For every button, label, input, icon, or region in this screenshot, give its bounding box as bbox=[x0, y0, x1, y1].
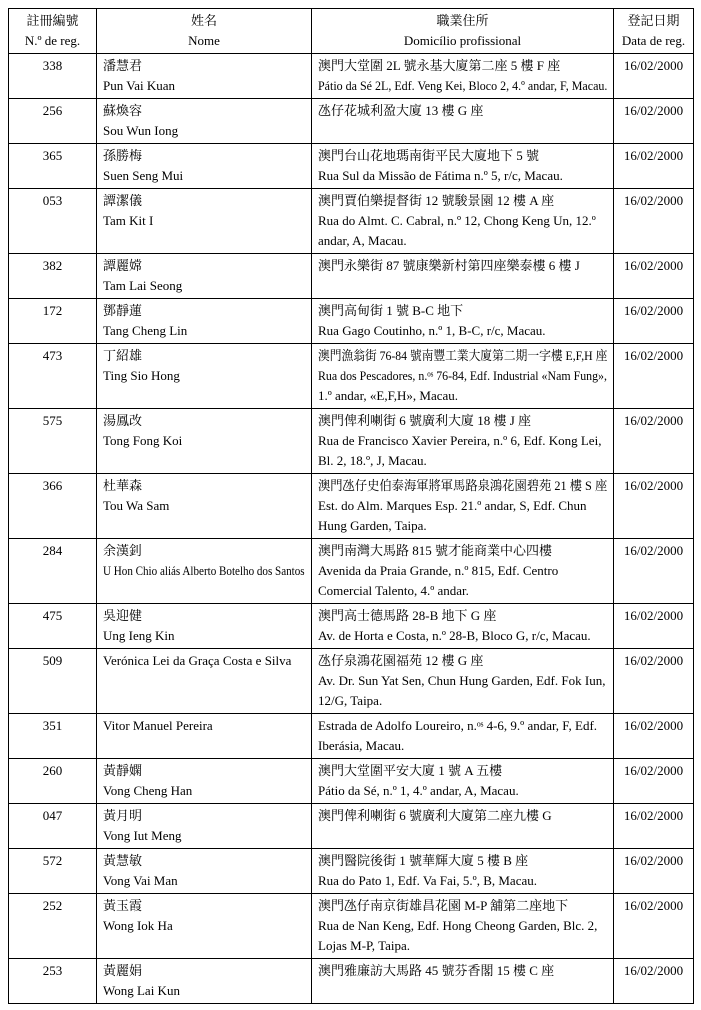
address-pt-line: Rua do Pato 1, Edf. Va Fai, 5.º, B, Macau. bbox=[318, 873, 537, 888]
table-row bbox=[9, 344, 694, 409]
name-pt: Vong Vai Man bbox=[103, 873, 178, 888]
reg-number-cell bbox=[9, 54, 97, 99]
address-pt-line: Comercial Talento, 4.º andar. bbox=[318, 583, 469, 598]
address-pt-line: Hung Garden, Taipa. bbox=[318, 518, 427, 533]
column-header-address bbox=[312, 9, 614, 54]
reg-date: 16/02/2000 bbox=[623, 543, 684, 558]
reg-number-cell bbox=[9, 759, 97, 804]
name-pt: Tou Wa Sam bbox=[103, 498, 170, 513]
name-cell bbox=[97, 604, 312, 649]
reg-date: 16/02/2000 bbox=[623, 413, 684, 428]
address-cell bbox=[312, 849, 614, 894]
reg-number: 351 bbox=[42, 718, 63, 733]
table-row bbox=[9, 99, 694, 144]
reg-number: 047 bbox=[42, 808, 63, 823]
reg-number: 252 bbox=[42, 898, 63, 913]
column-header-date-zh: 登記日期 bbox=[627, 13, 680, 28]
address-cell bbox=[312, 539, 614, 604]
address-pt-line: Rua do Almt. C. Cabral, n.º 12, Chong Keng Un, 12.º bbox=[318, 213, 596, 228]
name-zh: 黃靜嫻 bbox=[103, 763, 143, 778]
column-header-address-pt: Domicílio profissional bbox=[403, 33, 522, 48]
reg-number-cell bbox=[9, 189, 97, 254]
reg-number-cell bbox=[9, 604, 97, 649]
address-zh: 澳門大堂圍平安大廈 1 號 A 五樓 bbox=[318, 763, 503, 778]
reg-date-cell bbox=[614, 409, 694, 474]
address-cell bbox=[312, 254, 614, 299]
reg-date: 16/02/2000 bbox=[623, 653, 684, 668]
column-header-reg-pt: N.º de reg. bbox=[24, 33, 81, 48]
address-zh: 澳門台山花地瑪南街平民大廈地下 5 號 bbox=[318, 148, 540, 163]
address-zh: 澳門俾利喇街 6 號廣利大廈 18 樓 J 座 bbox=[318, 413, 532, 428]
address-zh: 氹仔花城利盈大廈 13 樓 G 座 bbox=[318, 103, 484, 118]
name-pt: Vitor Manuel Pereira bbox=[103, 718, 213, 733]
reg-date-cell bbox=[614, 894, 694, 959]
address-pt-line: Rua de Nan Keng, Edf. Hong Cheong Garden, Blc. 2, bbox=[318, 918, 598, 933]
address-cell bbox=[312, 604, 614, 649]
reg-date: 16/02/2000 bbox=[623, 478, 684, 493]
name-pt: Verónica Lei da Graça Costa e Silva bbox=[103, 653, 292, 668]
column-header-date bbox=[614, 9, 694, 54]
name-cell bbox=[97, 649, 312, 714]
name-cell bbox=[97, 189, 312, 254]
table-row bbox=[9, 804, 694, 849]
address-cell bbox=[312, 344, 614, 409]
reg-number: 256 bbox=[42, 103, 63, 118]
reg-date: 16/02/2000 bbox=[623, 898, 684, 913]
address-pt-line: Lojas M-P, Taipa. bbox=[318, 938, 411, 953]
reg-date: 16/02/2000 bbox=[623, 258, 684, 273]
name-zh: 蘇煥容 bbox=[103, 103, 143, 118]
reg-number-cell bbox=[9, 409, 97, 474]
table-row bbox=[9, 539, 694, 604]
address-zh: 澳門醫院後街 1 號華輝大廈 5 樓 B 座 bbox=[318, 853, 529, 868]
table-row bbox=[9, 604, 694, 649]
name-zh: 吳迎健 bbox=[103, 608, 143, 623]
address-cell bbox=[312, 759, 614, 804]
table-row bbox=[9, 474, 694, 539]
table-row bbox=[9, 409, 694, 474]
address-cell bbox=[312, 409, 614, 474]
reg-number-cell bbox=[9, 539, 97, 604]
reg-number: 365 bbox=[42, 148, 63, 163]
table-row bbox=[9, 299, 694, 344]
reg-number-cell bbox=[9, 894, 97, 959]
reg-date-cell bbox=[614, 99, 694, 144]
address-zh: 澳門高士德馬路 28-B 地下 G 座 bbox=[318, 608, 497, 623]
address-pt-line: 1.º andar, «E,F,H», Macau. bbox=[318, 388, 459, 403]
reg-number-cell bbox=[9, 299, 97, 344]
address-zh: 澳門大堂圍 2L 號永基大廈第二座 5 樓 F 座 bbox=[318, 58, 561, 73]
name-zh: 譚潔儀 bbox=[103, 193, 143, 208]
reg-date: 16/02/2000 bbox=[623, 853, 684, 868]
address-zh: 澳門氹仔南京街雄昌花園 M-P 舖第二座地下 bbox=[318, 898, 569, 913]
address-pt-line: Iberásia, Macau. bbox=[318, 738, 405, 753]
reg-number: 475 bbox=[42, 608, 63, 623]
table-row bbox=[9, 649, 694, 714]
address-pt-line: Av. Dr. Sun Yat Sen, Chun Hung Garden, Edf. Fok Iun, bbox=[318, 673, 606, 688]
reg-number: 260 bbox=[42, 763, 63, 778]
reg-number: 053 bbox=[42, 193, 63, 208]
reg-number-cell bbox=[9, 254, 97, 299]
address-pt-line: Pátio da Sé 2L, Edf. Veng Kei, Bloco 2, 4.º andar, F, Macau. bbox=[318, 78, 608, 93]
table-row bbox=[9, 959, 694, 1004]
address-pt-line: Rua Gago Coutinho, n.º 1, B-C, r/c, Macau. bbox=[318, 323, 546, 338]
reg-date-cell bbox=[614, 254, 694, 299]
name-cell bbox=[97, 254, 312, 299]
reg-number: 172 bbox=[42, 303, 63, 318]
reg-date-cell bbox=[614, 649, 694, 714]
name-cell bbox=[97, 409, 312, 474]
reg-date-cell bbox=[614, 144, 694, 189]
reg-date: 16/02/2000 bbox=[623, 808, 684, 823]
name-cell bbox=[97, 714, 312, 759]
name-zh: 黃慧敏 bbox=[103, 853, 143, 868]
name-zh: 孫勝梅 bbox=[103, 148, 143, 163]
table-row bbox=[9, 189, 694, 254]
reg-number: 284 bbox=[42, 543, 63, 558]
reg-number-cell bbox=[9, 144, 97, 189]
name-zh: 黃麗娟 bbox=[103, 963, 143, 978]
table-row bbox=[9, 714, 694, 759]
registry-table bbox=[8, 8, 694, 1004]
reg-date: 16/02/2000 bbox=[623, 763, 684, 778]
column-header-address-zh: 職業住所 bbox=[436, 13, 489, 28]
name-pt: Tang Cheng Lin bbox=[103, 323, 188, 338]
reg-date-cell bbox=[614, 714, 694, 759]
reg-date-cell bbox=[614, 849, 694, 894]
address-pt-line: Estrada de Adolfo Loureiro, n.ᵒˢ 4-6, 9.º andar, F, Edf. bbox=[318, 718, 598, 733]
table-row bbox=[9, 54, 694, 99]
reg-number-cell bbox=[9, 99, 97, 144]
address-zh: 澳門賈伯樂提督街 12 號駿景園 12 樓 A 座 bbox=[318, 193, 555, 208]
name-pt: Wong Lai Kun bbox=[103, 983, 180, 998]
address-zh: 氹仔泉鴻花園福苑 12 樓 G 座 bbox=[318, 653, 484, 668]
reg-number: 382 bbox=[42, 258, 63, 273]
column-header-reg bbox=[9, 9, 97, 54]
reg-number: 509 bbox=[42, 653, 63, 668]
address-cell bbox=[312, 959, 614, 1004]
address-pt-line: Rua de Francisco Xavier Pereira, n.º 6, Edf. Kong Lei, bbox=[318, 433, 602, 448]
reg-date: 16/02/2000 bbox=[623, 148, 684, 163]
name-cell bbox=[97, 474, 312, 539]
address-pt-line: Av. de Horta e Costa, n.º 28-B, Bloco G, r/c, Macau. bbox=[318, 628, 591, 643]
address-pt-line: Rua Sul da Missão de Fátima n.º 5, r/c, Macau. bbox=[318, 168, 563, 183]
column-header-name bbox=[97, 9, 312, 54]
reg-number-cell bbox=[9, 959, 97, 1004]
address-zh: 澳門氹仔史伯泰海軍將軍馬路泉鴻花園碧苑 21 樓 S 座 bbox=[318, 478, 608, 493]
name-zh: 黃玉霞 bbox=[103, 898, 143, 913]
reg-date: 16/02/2000 bbox=[623, 608, 684, 623]
reg-number-cell bbox=[9, 804, 97, 849]
reg-date-cell bbox=[614, 804, 694, 849]
table-row bbox=[9, 759, 694, 804]
table-row bbox=[9, 849, 694, 894]
name-pt: Ung Ieng Kin bbox=[103, 628, 175, 643]
name-pt: Tam Kit I bbox=[103, 213, 154, 228]
reg-date: 16/02/2000 bbox=[623, 58, 684, 73]
name-zh: 鄧靜蓮 bbox=[103, 303, 143, 318]
reg-date: 16/02/2000 bbox=[623, 348, 684, 363]
reg-date-cell bbox=[614, 54, 694, 99]
name-zh: 潘慧君 bbox=[103, 58, 143, 73]
reg-number: 572 bbox=[42, 853, 63, 868]
reg-date-cell bbox=[614, 189, 694, 254]
address-zh: 澳門高甸街 1 號 B-C 地下 bbox=[318, 303, 464, 318]
name-zh: 黃月明 bbox=[103, 808, 143, 823]
reg-number-cell bbox=[9, 344, 97, 409]
name-pt: Vong Iut Meng bbox=[103, 828, 182, 843]
address-zh: 澳門俾利喇街 6 號廣利大廈第二座九樓 G bbox=[318, 808, 552, 823]
reg-number: 366 bbox=[42, 478, 63, 493]
reg-number: 338 bbox=[42, 58, 63, 73]
address-cell bbox=[312, 54, 614, 99]
table-row bbox=[9, 254, 694, 299]
name-pt: U Hon Chio aliás Alberto Botelho dos Santos bbox=[103, 563, 305, 578]
name-cell bbox=[97, 99, 312, 144]
address-cell bbox=[312, 894, 614, 959]
reg-number-cell bbox=[9, 849, 97, 894]
reg-number-cell bbox=[9, 649, 97, 714]
address-zh: 澳門永樂街 87 號康樂新村第四座樂泰樓 6 樓 J bbox=[318, 258, 580, 273]
table-body bbox=[9, 54, 694, 1004]
address-zh: 澳門雅廉訪大馬路 45 號芬香閣 15 樓 C 座 bbox=[318, 963, 555, 978]
table-header bbox=[9, 9, 694, 54]
column-header-name-pt: Nome bbox=[188, 33, 220, 48]
reg-number: 473 bbox=[42, 348, 63, 363]
name-zh: 湯鳳改 bbox=[103, 413, 143, 428]
reg-date-cell bbox=[614, 344, 694, 409]
address-cell bbox=[312, 299, 614, 344]
reg-date: 16/02/2000 bbox=[623, 193, 684, 208]
address-zh: 澳門漁翁街 76-84 號南豐工業大廈第二期一字樓 E,F,H 座 bbox=[318, 348, 608, 363]
address-pt-line: Avenida da Praia Grande, n.º 815, Edf. Centro bbox=[318, 563, 559, 578]
reg-number-cell bbox=[9, 474, 97, 539]
header-row bbox=[9, 9, 694, 54]
name-pt: Tam Lai Seong bbox=[103, 278, 183, 293]
name-cell bbox=[97, 344, 312, 409]
name-pt: Ting Sio Hong bbox=[103, 368, 180, 383]
reg-date-cell bbox=[614, 959, 694, 1004]
name-cell bbox=[97, 959, 312, 1004]
name-zh: 余漢釗 bbox=[103, 543, 143, 558]
reg-date: 16/02/2000 bbox=[623, 718, 684, 733]
name-pt: Suen Seng Mui bbox=[103, 168, 184, 183]
address-pt-line: Est. do Alm. Marques Esp. 21.º andar, S, Edf. Chun bbox=[318, 498, 587, 513]
name-zh: 杜華森 bbox=[103, 478, 143, 493]
address-pt-line: andar, A, Macau. bbox=[318, 233, 407, 248]
address-pt-line: Rua dos Pescadores, n.ᵒˢ 76-84, Edf. Industrial «Nam Fung», bbox=[318, 368, 607, 383]
reg-number: 253 bbox=[42, 963, 63, 978]
address-zh: 澳門南灣大馬路 815 號才能商業中心四樓 bbox=[318, 543, 553, 558]
table-row bbox=[9, 894, 694, 959]
reg-number-cell bbox=[9, 714, 97, 759]
table-row bbox=[9, 144, 694, 189]
name-pt: Vong Cheng Han bbox=[103, 783, 193, 798]
column-header-date-pt: Data de reg. bbox=[621, 33, 686, 48]
address-cell bbox=[312, 804, 614, 849]
reg-date-cell bbox=[614, 299, 694, 344]
address-cell bbox=[312, 144, 614, 189]
reg-date-cell bbox=[614, 474, 694, 539]
reg-date: 16/02/2000 bbox=[623, 963, 684, 978]
address-pt-line: 12/G, Taipa. bbox=[318, 693, 383, 708]
reg-date-cell bbox=[614, 759, 694, 804]
column-header-reg-zh: 註冊編號 bbox=[26, 13, 79, 28]
address-cell bbox=[312, 189, 614, 254]
name-cell bbox=[97, 144, 312, 189]
reg-date: 16/02/2000 bbox=[623, 303, 684, 318]
reg-date: 16/02/2000 bbox=[623, 103, 684, 118]
name-pt: Pun Vai Kuan bbox=[103, 78, 175, 93]
column-header-name-zh: 姓名 bbox=[190, 13, 217, 28]
name-zh: 譚麗嫦 bbox=[103, 258, 143, 273]
address-cell bbox=[312, 99, 614, 144]
name-cell bbox=[97, 539, 312, 604]
address-cell bbox=[312, 649, 614, 714]
name-cell bbox=[97, 849, 312, 894]
name-cell bbox=[97, 894, 312, 959]
name-pt: Wong Iok Ha bbox=[103, 918, 173, 933]
reg-number: 575 bbox=[42, 413, 63, 428]
address-pt-line: Bl. 2, 18.º, J, Macau. bbox=[318, 453, 427, 468]
address-pt-line: Pátio da Sé, n.º 1, 4.º andar, A, Macau. bbox=[318, 783, 519, 798]
address-cell bbox=[312, 714, 614, 759]
reg-date-cell bbox=[614, 539, 694, 604]
name-pt: Tong Fong Koi bbox=[103, 433, 183, 448]
reg-date-cell bbox=[614, 604, 694, 649]
name-pt: Sou Wun Iong bbox=[103, 123, 179, 138]
name-cell bbox=[97, 54, 312, 99]
name-cell bbox=[97, 299, 312, 344]
name-cell bbox=[97, 804, 312, 849]
address-cell bbox=[312, 474, 614, 539]
name-zh: 丁紹雄 bbox=[103, 348, 143, 363]
name-cell bbox=[97, 759, 312, 804]
